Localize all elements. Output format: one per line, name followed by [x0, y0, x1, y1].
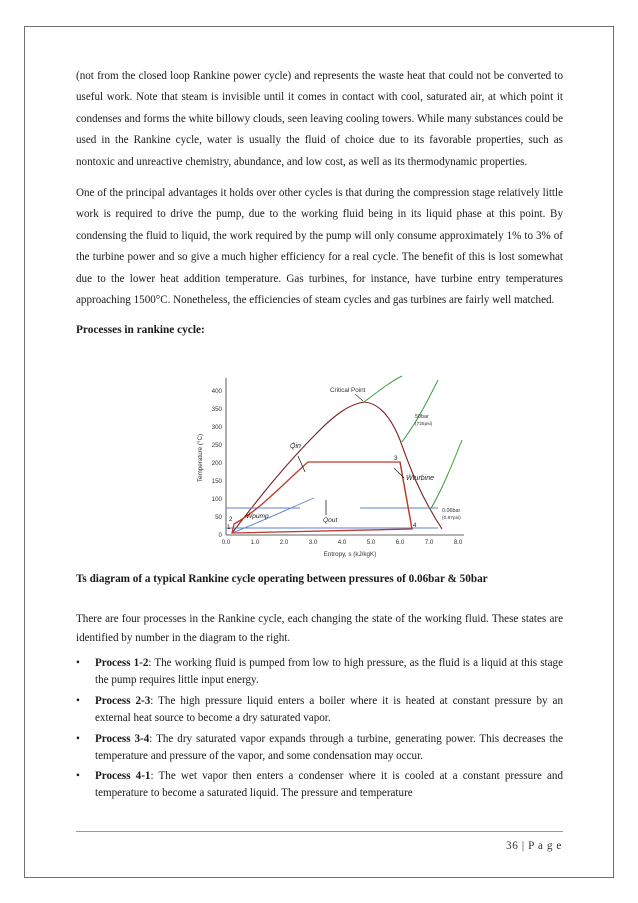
process-text: : The high pressure liquid enters a boiler where it is heated at constant pressure by an external heat source to become a dry saturated vapor.	[95, 694, 563, 724]
state-2-label: 2	[229, 516, 233, 523]
y-tick-200: 200	[211, 460, 222, 467]
state-4-label: 4	[413, 522, 417, 529]
x-tick-3: 3.0	[308, 539, 318, 546]
ts-diagram-figure	[180, 370, 468, 562]
x-tick-2: 2.0	[279, 539, 289, 546]
isobar-0-06bar	[430, 440, 462, 510]
body-text	[76, 66, 563, 336]
y-tick-50: 50	[215, 514, 222, 521]
x-tick-1: 1.0	[250, 539, 260, 546]
process-name: Process 1-2	[95, 657, 149, 669]
x-tick-0: 0.0	[221, 539, 231, 546]
footer-rule	[76, 831, 563, 832]
isobar-critical	[364, 376, 402, 402]
process-text: : The wet vapor then enters a condenser where it is cooled at a constant pressure and temperature to become a saturated liquid. The pressure and temperature	[95, 770, 563, 800]
figure-caption: Ts diagram of a typical Rankine cycle operating between pressures of 0.06bar & 50bar	[76, 573, 488, 585]
isobar-high-label: 50bar	[415, 414, 429, 420]
list-item	[76, 731, 563, 765]
isobar-high-sub: (725psi)	[415, 422, 433, 427]
turbine-expansion-line	[400, 462, 412, 529]
x-tick-8: 8.0	[453, 539, 463, 546]
x-axis-label: Entropy, s (kJ/kgK)	[323, 551, 377, 558]
bullet-icon: •	[76, 694, 80, 707]
ts-diagram	[180, 370, 468, 562]
y-tick-150: 150	[211, 478, 222, 485]
page-number: 36 | P a g e	[506, 840, 562, 852]
x-tick-6: 6.0	[395, 539, 405, 546]
isobar-low-label: 0.06bar	[442, 508, 461, 514]
critical-point-leader	[355, 394, 363, 401]
y-tick-0: 0	[218, 532, 222, 539]
q-in-label: Q̇in	[290, 443, 301, 450]
w-pump-label: Ẇpump	[246, 513, 269, 520]
bullet-icon: •	[76, 770, 80, 783]
y-axis-label: Temperature (°C)	[197, 433, 204, 483]
y-tick-400: 400	[211, 388, 222, 395]
w-turbine-label: Ẇturbine	[406, 475, 435, 482]
process-name: Process 2-3	[95, 694, 151, 707]
isobar-low-sub: (0.87psi)	[442, 516, 461, 521]
critical-point-label: Critical Point	[330, 387, 366, 394]
list-item	[76, 768, 563, 802]
process-list	[76, 655, 563, 806]
process-name: Process 4-1	[95, 770, 151, 783]
q-out-label: Q̇out	[323, 517, 338, 524]
bullet-icon: •	[76, 657, 80, 669]
intro-paragraph: There are four processes in the Rankine cycle, each changing the state of the working fluid. These states are identified by number in the diagram to the right.	[76, 613, 563, 644]
paragraph-1: (not from the closed loop Rankine power cycle) and represents the waste heat that could not be converted to useful work. Note that steam is invisible until it comes in contact with cool, saturated air, at which point it condenses and forms the white billowy clouds, seen leaving cooling towers. While many substances could be used in the Rankine cycle, water is usually the fluid of choice due to its favorable properties, such as nontoxic and unreactive chemistry, abundance, and low cost, as well as its thermodynamic properties.	[76, 70, 563, 168]
y-tick-300: 300	[211, 424, 222, 431]
x-tick-7: 7.0	[424, 539, 434, 546]
state-3-label: 3	[394, 455, 398, 462]
list-item	[76, 655, 563, 689]
state-1-label: 1	[227, 524, 231, 531]
y-tick-350: 350	[211, 406, 222, 413]
x-tick-4: 4.0	[337, 539, 347, 546]
bullet-icon: •	[76, 732, 80, 745]
process-text: : The dry saturated vapor expands through a turbine, generating power. This decreases the temperature and pressure of the vapor, and some condensation may occur.	[95, 732, 564, 762]
process-text: : The working fluid is pumped from low to high pressure, as the fluid is a liquid at this stage the pump requires little input energy.	[95, 657, 563, 686]
list-item	[76, 693, 563, 727]
x-tick-5: 5.0	[366, 539, 376, 546]
paragraph-2: One of the principal advantages it holds over other cycles is that during the compression stage relatively little work is required to drive the pump, due to the working fluid being in its liquid phase at this point. By condensing the fluid to liquid, the work required by the pump will only consume approximately 1% to 3% of the turbine power and so give a much higher efficiency for a real cycle. The benefit of this is lost somewhat due to the lower heat addition temperature. Gas turbines, for instance, have turbine entry temperatures approaching 1500°C. Nonetheless, the efficiencies of steam cycles and gas turbines are fairly well matched.	[76, 187, 563, 307]
isobar-50bar	[402, 380, 438, 442]
process-name: Process 3-4	[95, 732, 150, 745]
y-tick-100: 100	[211, 496, 222, 503]
y-tick-250: 250	[211, 442, 222, 449]
section-heading: Processes in rankine cycle:	[76, 324, 205, 337]
